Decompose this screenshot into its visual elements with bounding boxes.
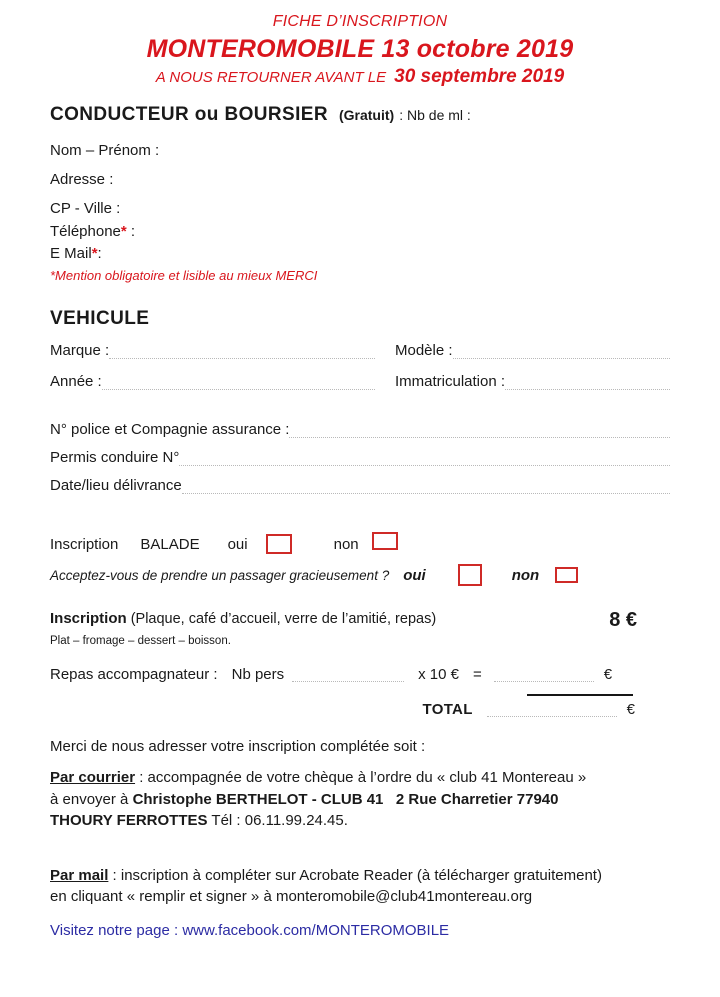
meal-subtotal-field-line[interactable] <box>494 681 594 682</box>
send-instructions-intro: Merci de nous adresser votre inscription complétée soit : <box>50 738 426 755</box>
mail-by-email-paragraph <box>50 865 610 908</box>
total-separator-line <box>527 694 633 696</box>
balade-inscription-label: Inscription <box>50 535 119 553</box>
gratuit-text: (Gratuit) <box>338 107 395 123</box>
facebook-link[interactable]: www.facebook.com/MONTEROMOBILE <box>182 921 450 939</box>
facebook-prefix: Visitez notre page : <box>50 921 183 939</box>
par-mail-text: : inscription à compléter sur Acrobate Reader (à télécharger gratuitement) en cliquant « remplir et signer » à <box>50 866 602 905</box>
total-label: TOTAL <box>422 701 473 718</box>
inscription-detail: (Plaque, café d’accueil, verre de l’amitié, repas) <box>130 611 437 627</box>
field-adresse <box>50 170 670 190</box>
equals-sign: = <box>473 666 482 683</box>
insurance-row <box>50 419 670 441</box>
email-colon: : <box>97 245 102 262</box>
modele-field-line[interactable] <box>453 358 670 359</box>
cp-ville-label: CP - Ville : <box>50 200 121 217</box>
nb-ml-label: : Nb de ml : <box>399 107 471 123</box>
balade-label: BALADE <box>140 535 200 553</box>
balade-non-label: non <box>333 535 359 553</box>
permis-label: Permis conduire N° <box>50 449 180 466</box>
passenger-question-row <box>50 563 670 587</box>
field-cp-ville <box>50 199 670 219</box>
inscription-price-label: Inscription <box>50 610 127 627</box>
adresse-label: Adresse : <box>50 171 114 188</box>
passenger-question-label: Acceptez-vous de prendre un passager gracieusement ? <box>50 567 390 583</box>
field-telephone <box>50 222 670 242</box>
euro-sign: € <box>603 666 613 683</box>
annee-label: Année : <box>50 373 102 390</box>
modele-label: Modèle : <box>395 342 453 359</box>
balade-oui-checkbox[interactable] <box>266 534 292 554</box>
section-conducteur-heading <box>50 103 670 127</box>
mail-by-post-paragraph <box>50 767 595 832</box>
balade-oui-label: oui <box>227 535 248 553</box>
companion-meal-row <box>50 664 670 685</box>
return-before-text: A NOUS RETOURNER AVANT LE <box>155 69 387 86</box>
par-courrier-text: : accompagnée de votre chèque à l’ordre du « club 41 Montereau » à envoyer à <box>50 769 587 808</box>
nom-prenom-label: Nom – Prénom : <box>50 142 160 159</box>
contact-email[interactable]: monteromobile@club41montereau.org <box>275 888 533 905</box>
permis-field-line[interactable] <box>179 465 670 466</box>
par-courrier-label: Par courrier <box>50 769 136 786</box>
postal-address: Christophe BERTHELOT - CLUB 41 2 Rue Charretier 77940 THOURY FERROTTES <box>50 790 559 829</box>
balade-registration-row <box>50 532 670 556</box>
marque-field-line[interactable] <box>109 358 375 359</box>
vehicle-row-1 <box>50 340 670 362</box>
delivrance-field-line[interactable] <box>182 493 670 494</box>
telephone-required-star: * <box>120 223 127 240</box>
total-euro-sign: € <box>626 701 635 718</box>
facebook-line <box>50 921 670 941</box>
menu-detail: Plat – fromage – dessert – boisson. <box>50 635 231 647</box>
balade-non-checkbox[interactable] <box>372 532 398 550</box>
inscription-price-row <box>50 609 670 631</box>
police-assurance-label: N° police et Compagnie assurance : <box>50 421 290 438</box>
field-nom-prenom <box>50 141 670 161</box>
form-title: FICHE D’INSCRIPTION <box>272 13 448 30</box>
repas-label: Repas accompagnateur : <box>50 666 218 683</box>
deadline-date: 30 septembre 2019 <box>394 66 565 87</box>
nb-pers-field-line[interactable] <box>292 681 404 682</box>
par-mail-label: Par mail <box>50 866 109 884</box>
passenger-oui-checkbox[interactable] <box>458 564 482 586</box>
immatriculation-field-line[interactable] <box>505 389 670 390</box>
delivrance-row <box>50 475 670 497</box>
total-field-line[interactable] <box>487 716 617 717</box>
contact-phone: Tél : 06.11.99.24.45. <box>207 812 348 829</box>
immatriculation-label: Immatriculation : <box>395 373 506 390</box>
vehicle-row-2 <box>50 371 670 393</box>
marque-label: Marque : <box>50 342 110 359</box>
permis-row <box>50 447 670 469</box>
police-assurance-field-line[interactable] <box>289 437 670 438</box>
passenger-non-checkbox[interactable] <box>555 567 578 583</box>
nb-pers-label: Nb pers <box>231 666 285 683</box>
total-row <box>50 700 635 720</box>
section-vehicule-heading: VEHICULE <box>50 308 150 329</box>
form-header <box>50 12 670 88</box>
return-deadline-line <box>50 67 670 88</box>
email-label: E Mail <box>50 245 92 262</box>
telephone-label: Téléphone <box>50 223 121 240</box>
inscription-price-value: 8 € <box>609 609 637 631</box>
field-email <box>50 244 670 264</box>
conducteur-heading-text: CONDUCTEUR ou BOURSIER <box>50 104 328 125</box>
passenger-oui-label: oui <box>403 566 426 584</box>
email-required-star: * <box>91 245 98 262</box>
telephone-colon: : <box>126 223 136 240</box>
annee-field-line[interactable] <box>102 389 375 390</box>
delivrance-label: Date/lieu délivrance <box>50 477 182 494</box>
passenger-non-label: non <box>511 566 540 584</box>
x10-label: x 10 € <box>418 666 460 683</box>
mandatory-mention-note: *Mention obligatoire et lisible au mieux MERCI <box>50 268 318 283</box>
event-title: MONTEROMOBILE 13 octobre 2019 <box>146 35 574 63</box>
